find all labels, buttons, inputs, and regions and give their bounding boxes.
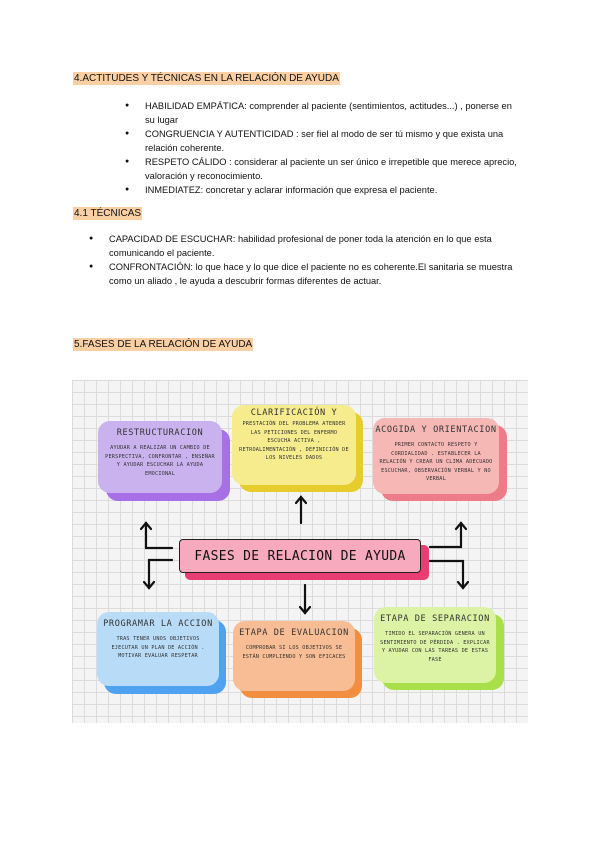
card-body: AYUDAR A REALIZAR UN CAMBIO DE PERSPECTIVA, CONFRONTAR , ENSEÑAR Y AYUDAR ESCUCHAR LA AYUDA EMOCIONAL xyxy=(105,445,215,477)
card-body: TRAS TENER UNOS OBJETIVOS EJECUTAR UN PLAN DE ACCIÓN . MOTIVAR EVALUAR RESPETAR xyxy=(111,636,205,659)
card-restructuracion xyxy=(98,421,222,493)
card-title: ACOGIDA Y ORIENTACION xyxy=(375,425,497,435)
techniques-list xyxy=(109,232,529,288)
card-title: ETAPA DE EVALUACION xyxy=(239,628,349,638)
list-item: ● HABILIDAD EMPÁTICA: comprender al paciente (sentimientos, actitudes...) , ponerse en su lugar xyxy=(145,99,520,127)
card-clarificacion xyxy=(232,405,356,485)
card-body: PRIMER CONTACTO RESPETO Y CORDIALIDAD . ESTABLECER LA RELACIÓN Y CREAR UN CLIMA ADECUADO ESCUCHAR, OBSERVACIÓN VERBAL Y NO VERBAL xyxy=(379,442,493,482)
card-title: ETAPA DE SEPARACION xyxy=(380,614,490,624)
card-title: CLARIFICACIÓN Y xyxy=(250,408,338,418)
card-body: COMPROBAR SI LOS OBJETIVOS SE ESTÁN CUMPLIENDO Y SON EFICACES xyxy=(242,645,346,660)
card-body: PRESTACIÓN DEL PROBLEMA ATENDER LAS PETICIONES DEL ENFERMO ESCUCHA ACTIVA , RETROALIMENTACIÓN , DEFINICIÓN DE LOS NIVELES DADOS xyxy=(239,421,349,461)
center-title: FASES DE RELACION DE AYUDA xyxy=(179,539,421,573)
arrow-up-right xyxy=(430,523,461,547)
list-item: ● CONFRONTACIÓN: lo que hace y lo que dice el paciente no es coherente.El sanitaria se muestra como un aliado , le ayuda a descubrir formas diferentes de actuar. xyxy=(109,260,529,288)
section-41-title: 4.1 TÉCNICAS xyxy=(74,208,142,219)
card-evaluacion xyxy=(233,621,355,691)
section-5-title: 5.FASES DE LA RELACIÓN DE AYUDA xyxy=(74,339,253,350)
card-acogida xyxy=(373,418,499,494)
card-programar xyxy=(97,612,219,686)
arrow-down-right xyxy=(430,561,463,588)
card-separacion xyxy=(374,607,496,683)
section-4-title: 4.ACTITUDES Y TÉCNICAS EN LA RELACIÓN DE AYUDA xyxy=(74,73,339,84)
card-title: RESTRUCTURACION xyxy=(116,428,204,438)
card-body: TIMIDO EL SEPARACIÓN GENERA UN SENTIMIENTO DE PÉRDIDA . EXPLICAR Y AYUDAR CON LAS TAREAS DE ESTAS FASE xyxy=(380,631,490,663)
list-item: ● INMEDIATEZ: concretar y aclarar información que expresa el paciente. xyxy=(145,183,520,197)
list-item: ● CONGRUENCIA Y AUTENTICIDAD : ser fiel al modo de ser tú mismo y que exista una relación coherente. xyxy=(145,127,520,155)
phases-diagram xyxy=(72,380,528,723)
list-item: ● CAPACIDAD DE ESCUCHAR: habilidad profesional de poner toda la atención en lo que esta comunicando el paciente. xyxy=(109,232,529,260)
attitudes-list xyxy=(145,99,520,197)
list-item: ● RESPETO CÁLIDO : considerar al paciente un ser único e irrepetible que merece aprecio, valoración y reconocimiento. xyxy=(145,155,520,183)
card-title: PROGRAMAR LA ACCION xyxy=(103,619,213,629)
